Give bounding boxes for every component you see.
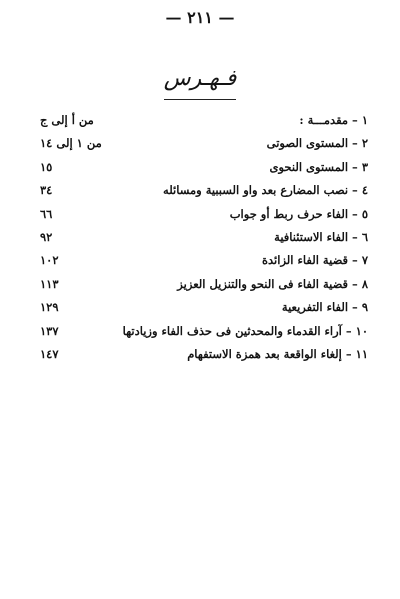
toc-entry: [40, 160, 368, 183]
toc-entry-title: ٨ – قضية الفاء فى النحو والتنزيل العزيز: [177, 276, 368, 291]
toc-entry: [40, 136, 368, 159]
toc-entry-title: ١٠ – آراء القدماء والمحدثين فى حذف الفاء وزيادتها: [122, 323, 368, 338]
table-of-contents: [40, 113, 368, 370]
toc-entry: [40, 207, 368, 230]
toc-entry-title: ٧ – قضية الفاء الزائدة: [262, 253, 368, 268]
toc-entry: [40, 253, 368, 276]
toc-entry-title: ٣ – المستوى النحوى: [269, 159, 368, 174]
toc-entry-page: ٩٢: [40, 229, 53, 244]
toc-entry-title: ٢ – المستوى الصوتى: [266, 136, 368, 151]
toc-entry-title: ٥ – الفاء حرف ربط أو جواب: [229, 206, 368, 221]
toc-entry: [40, 324, 368, 347]
title-underline: [164, 99, 236, 100]
toc-entry-page: ١٤٧: [40, 346, 59, 361]
toc-entry: [40, 230, 368, 253]
toc-entry-title: ٤ – نصب المضارع بعد واو السببية ومسائله: [163, 183, 368, 198]
toc-entry: [40, 277, 368, 300]
toc-entry-page: ١٥: [40, 159, 53, 174]
toc-entry-title: ٦ – الفاء الاستئنافية: [274, 229, 368, 244]
toc-entry-title: ١ – مقدمـــة :: [299, 113, 368, 127]
toc-entry-page: ١٢٩: [40, 300, 59, 315]
page-title: فـهـرس: [163, 66, 237, 91]
toc-entry-page: ٦٦: [40, 206, 53, 221]
toc-entry-title: ١١ – إلغاء الواقعة بعد همزة الاستفهام: [187, 346, 368, 361]
toc-entry-page: من ١ إلى ١٤: [40, 136, 102, 151]
toc-entry-page: من أ إلى ج: [40, 113, 94, 127]
toc-entry: [40, 183, 368, 206]
toc-entry-title: ٩ – الفاء التفريعية: [281, 300, 368, 315]
toc-entry: [40, 300, 368, 323]
toc-entry: [40, 113, 368, 136]
toc-entry-page: ١١٣: [40, 276, 59, 291]
toc-entry-page: ١٣٧: [40, 323, 59, 338]
toc-entry-page: ٣٤: [40, 183, 53, 198]
page-number: — ٢١١ —: [165, 8, 235, 27]
toc-entry-page: ١٠٢: [40, 253, 59, 268]
toc-entry: [40, 347, 368, 370]
